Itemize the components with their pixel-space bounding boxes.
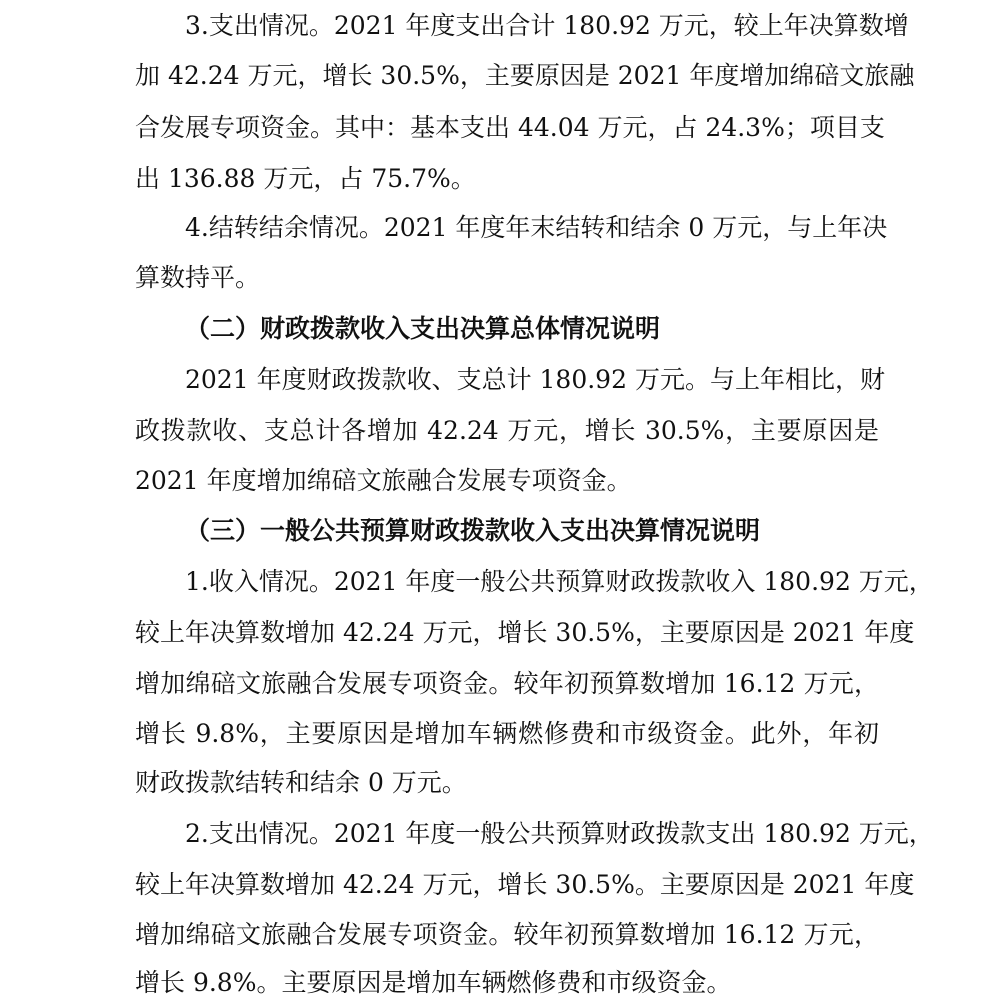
income-paragraph-line-2: 较上年决算数增加 42.24 万元，增长 30.5%，主要原因是 2021 年度 [135, 618, 915, 647]
spending-paragraph-line-4: 增长 9.8%。主要原因是增加车辆燃修费和市级资金。 [135, 968, 732, 997]
fiscal-total-paragraph-line-1: 2021 年度财政拨款收、支总计 180.92 万元。与上年相比，财 [185, 365, 885, 394]
carryover-paragraph-line-1: 4.结转结余情况。2021 年度年末结转和结余 0 万元，与上年决 [185, 213, 888, 242]
expenditure-paragraph-line-2: 加 42.24 万元，增长 30.5%，主要原因是 2021 年度增加绵碚文旅融 [135, 61, 915, 90]
expenditure-paragraph-line-3: 合发展专项资金。其中：基本支出 44.04 万元，占 24.3%；项目支 [135, 113, 885, 142]
income-paragraph-line-1: 1.收入情况。2021 年度一般公共预算财政拨款收入 180.92 万元， [185, 567, 934, 596]
expenditure-paragraph-line-1: 3.支出情况。2021 年度支出合计 180.92 万元，较上年决算数增 [185, 11, 909, 40]
fiscal-total-paragraph-line-3: 2021 年度增加绵碚文旅融合发展专项资金。 [135, 466, 632, 495]
spending-paragraph-line-1: 2.支出情况。2021 年度一般公共预算财政拨款支出 180.92 万元， [185, 819, 934, 848]
income-paragraph-line-5: 财政拨款结转和结余 0 万元。 [135, 768, 467, 797]
section-heading-3: （三）一般公共预算财政拨款收入支出决算情况说明 [185, 516, 761, 545]
section-heading-2: （二）财政拨款收入支出决算总体情况说明 [185, 314, 661, 343]
income-paragraph-line-4: 增长 9.8%，主要原因是增加车辆燃修费和市级资金。此外，年初 [135, 719, 879, 748]
carryover-paragraph-line-2: 算数持平。 [135, 263, 261, 292]
spending-paragraph-line-2: 较上年决算数增加 42.24 万元，增长 30.5%。主要原因是 2021 年度 [135, 870, 915, 899]
income-paragraph-line-3: 增加绵碚文旅融合发展专项资金。较年初预算数增加 16.12 万元， [135, 669, 879, 698]
fiscal-total-paragraph-line-2: 政拨款收、支总计各增加 42.24 万元，增长 30.5%，主要原因是 [135, 416, 879, 445]
expenditure-paragraph-line-4: 出 136.88 万元，占 75.7%。 [135, 164, 476, 193]
spending-paragraph-line-3: 增加绵碚文旅融合发展专项资金。较年初预算数增加 16.12 万元， [135, 920, 879, 949]
